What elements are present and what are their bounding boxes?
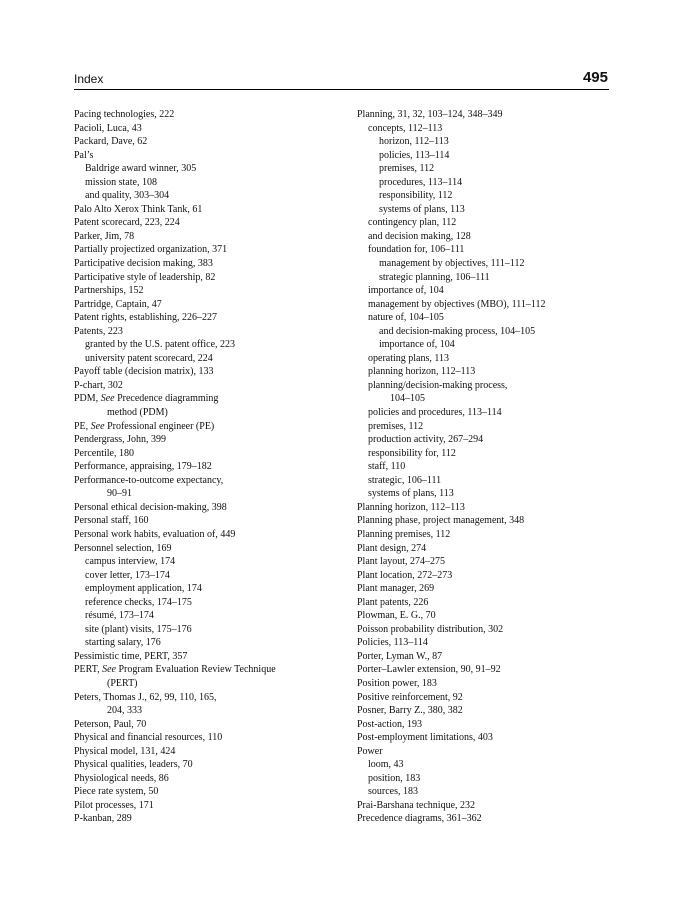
index-entry: responsibility, 112 [379,190,453,202]
index-entry: loom, 43 [368,759,404,771]
index-entry: reference checks, 174–175 [85,596,192,608]
see-reference-label: See [90,420,105,432]
index-entry: planning horizon, 112–113 [368,366,476,378]
index-entry: Personal staff, 160 [74,515,149,527]
index-entry: Piece rate system, 50 [74,786,159,798]
index-entry: Plant location, 272–273 [357,569,453,581]
index-entry: Plant patents, 226 [357,596,429,608]
index-entry: strategic, 106–111 [368,474,442,486]
index-entry: production activity, 267–294 [368,434,484,446]
index-entry: policies, 113–114 [379,149,450,161]
index-entry: staff, 110 [368,461,406,473]
index-entry: Packard, Dave, 62 [74,136,148,148]
index-entry: and decision-making process, 104–105 [379,325,536,337]
index-entry: Participative style of leadership, 82 [74,271,216,283]
index-entry: management by objectives (MBO), 111–112 [368,298,546,310]
header-rule [74,89,609,90]
index-entry: Peters, Thomas J., 62, 99, 110, 165, [74,691,217,703]
index-entry: Plant manager, 269 [357,583,435,595]
index-entry: Physical and financial resources, 110 [74,732,223,744]
index-entry: Planning phase, project management, 348 [357,515,525,527]
index-entry: horizon, 112–113 [379,136,449,148]
see-reference-label: See [102,664,116,676]
index-entry: granted by the U.S. patent office, 223 [85,339,236,351]
index-entry: Positive reinforcement, 92 [357,691,463,703]
index-entry: planning/decision-making process, [368,379,508,391]
see-reference-target: Professional engineer (PE) [104,420,215,432]
index-entry: (PERT) [107,677,138,689]
index-entry: Plant layout, 274–275 [357,556,446,568]
index-entry [74,392,344,406]
index-entry: Poisson probability distribution, 302 [357,623,504,635]
see-reference-target: Program Evaluation Review Technique [116,664,276,676]
index-entry: employment application, 174 [85,583,202,595]
index-entry: Pacioli, Luca, 43 [74,122,142,134]
index-entry: 90–91 [107,488,132,500]
index-entry: nature of, 104–105 [368,312,444,324]
index-entry: Pilot processes, 171 [74,799,154,811]
index-entry: campus interview, 174 [85,556,176,568]
index-entry: operating plans, 113 [368,352,450,364]
index-entry: P-kanban, 289 [74,813,132,825]
index-entry: management by objectives, 111–112 [379,258,525,270]
index-entry: Precedence diagrams, 361–362 [357,813,482,825]
index-entry: Peterson, Paul, 70 [74,718,147,730]
index-entry: Personnel selection, 169 [74,542,172,554]
index-entry: 204, 333 [107,705,142,717]
index-entry: Plant design, 274 [357,542,427,554]
index-entry: Pal’s [74,149,94,161]
index-entry: Policies, 113–114 [357,637,428,649]
index-entry: Patent rights, establishing, 226–227 [74,312,218,324]
index-entry: Posner, Barry Z., 380, 382 [357,705,463,717]
index-entry: method (PDM) [107,407,168,419]
index-entry: Porter–Lawler extension, 90, 91–92 [357,664,501,676]
index-entry: Participative decision making, 383 [74,258,213,270]
index-entry: Payoff table (decision matrix), 133 [74,366,214,378]
index-entry: and decision making, 128 [368,230,471,242]
index-entry: Performance, appraising, 179–182 [74,461,212,473]
index-entry: Personal ethical decision-making, 398 [74,501,227,513]
index-entry: systems of plans, 113 [368,488,454,500]
index-entry-term: PDM, [74,393,101,405]
index-entry: Prai-Barshana technique, 232 [357,799,476,811]
index-entry: Post-action, 193 [357,718,422,730]
index-entry: Partridge, Captain, 47 [74,298,162,310]
index-entry: Patents, 223 [74,325,123,337]
index-entry: Plowman, E. G., 70 [357,610,436,622]
index-entry: systems of plans, 113 [379,203,465,215]
index-entry: importance of, 104 [368,285,444,297]
index-entry: starting salary, 176 [85,637,161,649]
index-column-right [357,108,617,826]
index-entry: Patent scorecard, 223, 224 [74,217,180,229]
index-entry: policies and procedures, 113–114 [368,407,502,419]
index-entry: Planning premises, 112 [357,528,451,540]
index-entry: Physiological needs, 86 [74,772,169,784]
see-reference-label: See [100,393,115,405]
index-entry: Performance-to-outcome expectancy, [74,474,224,486]
index-entry: Partially projectized organization, 371 [74,244,228,256]
index-entry: Partnerships, 152 [74,285,144,297]
index-entry: concepts, 112–113 [368,122,443,134]
index-entry: Physical qualities, leaders, 70 [74,759,193,771]
index-entry: position, 183 [368,772,421,784]
index-entry: Planning, 31, 32, 103–124, 348–349 [357,109,503,120]
index-entry: importance of, 104 [379,339,455,351]
index-entry: Porter, Lyman W., 87 [357,650,443,662]
index-entry [74,663,344,677]
index-entry: premises, 112 [368,420,424,432]
index-entry: Post-employment limitations, 403 [357,732,493,744]
index-column-left [74,108,344,826]
see-reference-target: Precedence diagramming [114,393,219,405]
index-entry [74,420,344,434]
index-entry: mission state, 108 [85,176,157,188]
index-entry: P-chart, 302 [74,379,123,391]
index-entry: Pessimistic time, PERT, 357 [74,650,188,662]
index-entry: Palo Alto Xerox Think Tank, 61 [74,203,203,215]
index-entry: site (plant) visits, 175–176 [85,623,192,635]
index-entry: Personal work habits, evaluation of, 449 [74,528,236,540]
running-header-title: Index [74,72,104,86]
index-entry: university patent scorecard, 224 [85,352,213,364]
index-entry: 104–105 [390,393,425,405]
index-entry: responsibility for, 112 [368,447,456,459]
index-entry: Physical model, 131, 424 [74,745,176,757]
index-entry: Position power, 183 [357,677,437,689]
index-entry: sources, 183 [368,786,418,798]
index-entry: contingency plan, 112 [368,217,457,229]
index-entry: Power [357,745,383,757]
index-entry: cover letter, 173–174 [85,569,170,581]
index-entry: foundation for, 106–111 [368,244,465,256]
index-entry-term: PERT, [74,664,103,676]
page-number: 495 [582,69,608,86]
index-entry: Percentile, 180 [74,447,134,459]
index-entry: résumé, 173–174 [85,610,154,622]
index-entry: and quality, 303–304 [85,190,170,202]
index-entry: strategic planning, 106–111 [379,271,490,283]
index-entry-term: PE, [74,420,91,432]
index-entry: Parker, Jim, 78 [74,230,135,242]
index-entry: Pendergrass, John, 399 [74,434,167,446]
index-entry: Baldrige award winner, 305 [85,163,197,175]
index-entry: Planning horizon, 112–113 [357,501,465,513]
index-entry: procedures, 113–114 [379,176,463,188]
index-entry: Pacing technologies, 222 [74,109,175,120]
index-entry: premises, 112 [379,163,435,175]
